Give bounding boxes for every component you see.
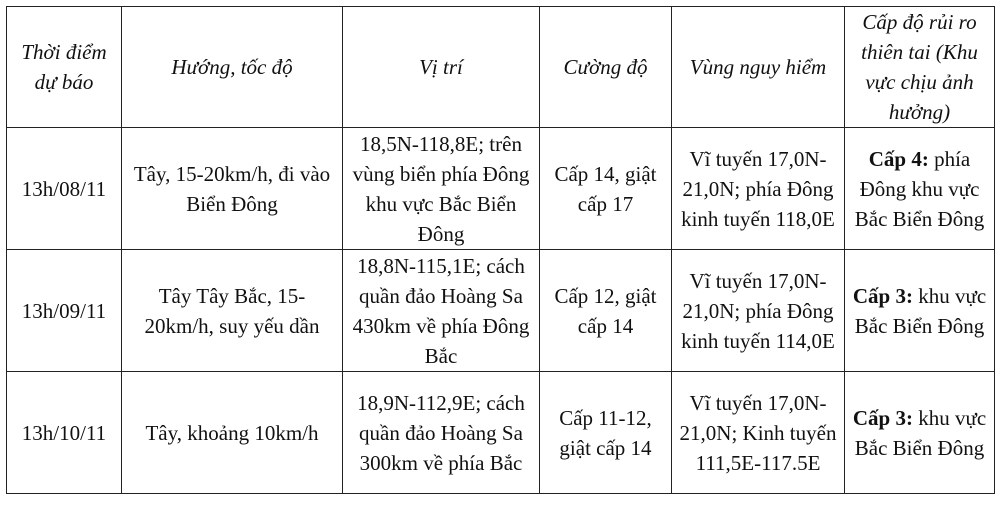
risk-level-label: Cấp 3:	[852, 283, 913, 308]
forecast-table	[6, 6, 995, 494]
table-row	[7, 128, 995, 250]
cell-direction: Tây, khoảng 10km/h	[122, 372, 343, 494]
cell-direction: Tây Tây Bắc, 15-20km/h, suy yếu dần	[122, 250, 343, 372]
cell-danger-zone: Vĩ tuyến 17,0N-21,0N; Kinh tuyến 111,5E-117.5E	[672, 372, 845, 494]
cell-intensity: Cấp 12, giật cấp 14	[540, 250, 672, 372]
table-header-row	[7, 7, 995, 128]
risk-area-text: khu vực Bắc Biển Đông	[854, 405, 987, 460]
risk-area-text: phía Đông khu vực Bắc Biển Đông	[854, 146, 985, 231]
table-row	[7, 372, 995, 494]
cell-position: 18,9N-112,9E; cách quần đảo Hoàng Sa 300km về phía Bắc	[343, 372, 540, 494]
header-intensity: Cường độ	[540, 7, 672, 128]
cell-time: 13h/08/11	[7, 128, 122, 250]
cell-time: 13h/09/11	[7, 250, 122, 372]
cell-risk	[845, 372, 995, 494]
cell-time: 13h/10/11	[7, 372, 122, 494]
cell-danger-zone: Vĩ tuyến 17,0N-21,0N; phía Đông kinh tuyến 118,0E	[672, 128, 845, 250]
cell-risk	[845, 250, 995, 372]
risk-level-label: Cấp 3:	[852, 405, 913, 430]
risk-level-label: Cấp 4:	[868, 146, 929, 171]
cell-direction: Tây, 15-20km/h, đi vào Biển Đông	[122, 128, 343, 250]
cell-position: 18,5N-118,8E; trên vùng biển phía Đông khu vực Bắc Biển Đông	[343, 128, 540, 250]
cell-danger-zone: Vĩ tuyến 17,0N-21,0N; phía Đông kinh tuyến 114,0E	[672, 250, 845, 372]
header-forecast-time: Thời điểm dự báo	[7, 7, 122, 128]
cell-intensity: Cấp 14, giật cấp 17	[540, 128, 672, 250]
table-row	[7, 250, 995, 372]
cell-risk	[845, 128, 995, 250]
header-danger-zone: Vùng nguy hiểm	[672, 7, 845, 128]
risk-area-text: khu vực Bắc Biển Đông	[854, 283, 987, 338]
cell-position: 18,8N-115,1E; cách quần đảo Hoàng Sa 430km về phía Đông Bắc	[343, 250, 540, 372]
header-position: Vị trí	[343, 7, 540, 128]
header-risk-level: Cấp độ rủi ro thiên tai (Khu vực chịu ảnh hưởng)	[845, 7, 995, 128]
cell-intensity: Cấp 11-12, giật cấp 14	[540, 372, 672, 494]
header-direction-speed: Hướng, tốc độ	[122, 7, 343, 128]
